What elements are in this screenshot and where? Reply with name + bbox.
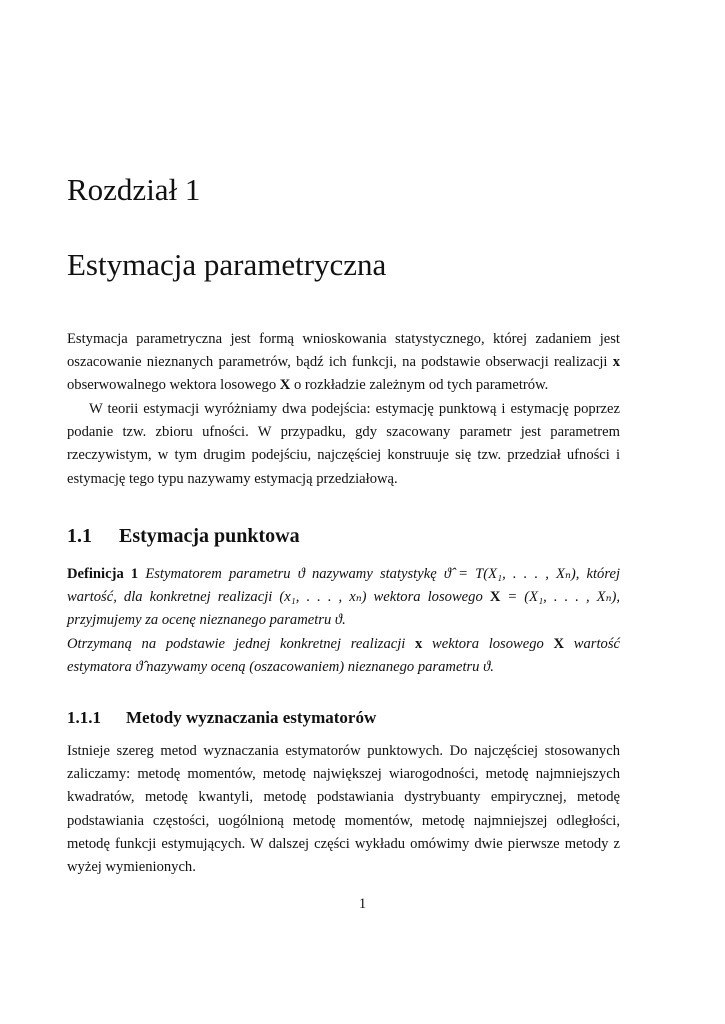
definition-statement — [67, 563, 620, 633]
intro-p1-text-b: obserwowalnego wektora losowego — [67, 377, 280, 394]
definition-text-e: wartość estymatora ϑ̂ nazywamy oceną (oszacowaniem) nieznanego parametru ϑ. — [67, 635, 620, 675]
page-number: 1 — [358, 896, 367, 912]
intro-p1-text-c: o rozkładzie zależnym od tych parametrów. — [290, 377, 549, 394]
definition-block — [67, 563, 620, 679]
symbol-x-bold: x — [612, 354, 620, 371]
intro-paragraph-2-block — [67, 398, 620, 491]
intro-paragraph-2: W teorii estymacji wyróżniamy dwa podejścia: estymację punktową i estymację poprzez podanie tzw. zbioru ufności. W przypadku, gdy szacowany parametr jest parametrem rzeczywistym, w tym drugim podejściu, najczęściej konstruuje się tzw. przedział ufności i estymację tego typu nazywamy estymacją przedziałową. — [67, 401, 620, 487]
subsection-title: Metody wyznaczania estymatorów — [126, 708, 377, 727]
section-number: 1.1 — [67, 525, 92, 547]
chapter-title: Estymacja parametryczna — [67, 247, 387, 282]
definition-text-c: Otrzymaną na podstawie jednej konkretnej realizacji — [67, 635, 416, 652]
methods-paragraph: Istnieje szereg metod wyznaczania estymatorów punktowych. Do najczęściej stosowanych zaliczamy: metodę momentów, metodę największej wiarogodności, metodę najmniejszych kwadratów, metodę kwantyli, metodę podstawiania dystrybuanty empirycznej, metodę podstawiania częstości, uogólnioną metodę momentów, metodę najmniejszej odległości, metodę funkcji estymujących. W dalszej części wykładu omówimy dwie pierwsze metody z wyżej wymienionych. — [67, 743, 620, 876]
section-title: Estymacja punktowa — [119, 525, 300, 547]
section-heading — [67, 522, 300, 550]
definition-text-a: Estymatorem parametru ϑ nazywamy statystykę ϑ̂ = T(X₁, . . . , Xₙ), której wartość, dla konkretnej realizacji (x₁, . . . , xₙ) wektora losowego — [67, 566, 621, 606]
symbol-X-bold: X — [553, 635, 565, 652]
intro-paragraph-1 — [67, 328, 620, 398]
definition-text-d: wektora losowego — [422, 635, 554, 652]
intro-paragraph-1-block — [67, 328, 620, 398]
subsection-number: 1.1.1 — [67, 708, 101, 727]
symbol-X-bold: X — [489, 589, 501, 606]
intro-p1-text-a: Estymacja parametryczna jest formą wnioskowania statystycznego, której zadaniem jest oszacowanie nieznanych parametrów, bądź ich funkcji, na podstawie obserwacji realizacji — [67, 331, 620, 371]
definition-label: Definicja 1 — [67, 566, 139, 582]
subsection-heading — [67, 706, 376, 730]
definition-text-b: = (X₁, . . . , Xₙ), przyjmujemy za ocenę nieznanego parametru ϑ. — [67, 589, 620, 629]
symbol-x-bold: x — [415, 635, 423, 652]
methods-paragraph-block — [67, 740, 620, 879]
chapter-label: Rozdział 1 — [67, 172, 201, 207]
symbol-X-bold: X — [279, 377, 291, 394]
definition-followup — [67, 633, 620, 679]
